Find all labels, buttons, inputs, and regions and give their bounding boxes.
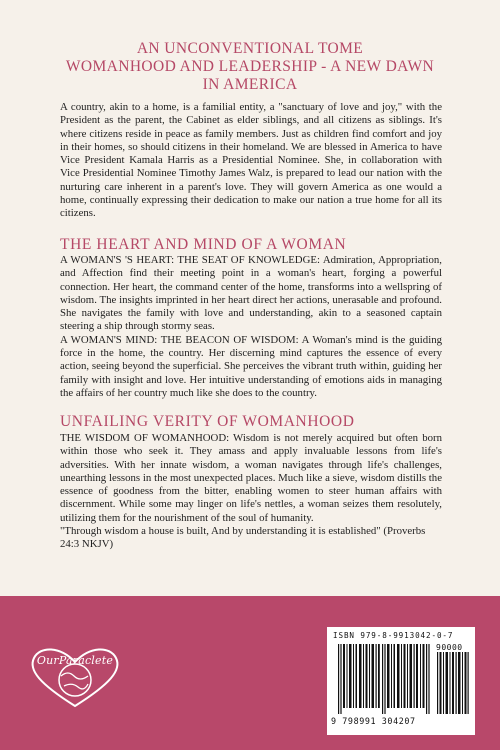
barcode-digits: 9 798991 304207 xyxy=(331,716,416,726)
title-line-3: IN AMERICA xyxy=(202,76,298,93)
section-heading-heart-mind: THE HEART AND MIND OF A WOMAN xyxy=(60,236,347,253)
title-line-1: AN UNCONVENTIONAL TOME xyxy=(136,40,364,57)
proverb-quote: "Through wisdom a house is built, And by understanding it is established" (Proverbs 24:3 NKJV) xyxy=(60,525,426,551)
addon-barcode-bars xyxy=(437,652,469,714)
book-title xyxy=(40,40,460,94)
wisdom-paragraph: THE WISDOM OF WOMANHOOD: Wisdom is not merely acquired but often born within those who seek it. They amass and apply invaluable lessons from life's adversities. With her innate wisdom, a woman navigates through life's challenges, unearthing lessons in the most unexpected places. Much like a sieve, wisdom distills the essence of goodness from the bitter, enabling women to steer human affairs with discernment. While some may linger on life's nettles, a woman seizes them resolutely, utilizing them for the nourishment of the soul of humanity. xyxy=(60,432,442,524)
section-heading-verity: UNFAILING VERITY OF WOMANHOOD xyxy=(60,413,355,430)
intro-paragraph: A country, akin to a home, is a familial entity, a "sanctuary of love and joy," with the President as the parent, the Cabinet as elder siblings, and all citizens as siblings. It's where citizens reside in peace as family members. Just as children find comfort and joy in their homes, so should citizens in their homeland. We are blessed in America to have Vice President Kamala Harris as a Presidential Nominee. She, in collaboration with Vice Presidential Nominee Timothy James Walz, is prepared to lead our nation with the nurturing care inherent in a parent's love. They will govern America as one would a home, continually expressing their dedication to make our nation a true home for all its citizens. xyxy=(60,101,442,220)
price-code: 90000 xyxy=(436,643,463,652)
isbn-label: ISBN 979-8-9913042-0-7 xyxy=(333,631,454,640)
barcode-bars xyxy=(338,644,430,714)
section-verity xyxy=(60,432,442,552)
title-line-2: WOMANHOOD AND LEADERSHIP - A NEW DAWN xyxy=(65,58,435,75)
heart-globe-icon xyxy=(20,640,130,710)
publisher-logo-text: OurParaclete xyxy=(36,654,114,667)
heart-paragraph: A WOMAN'S 'S HEART: THE SEAT OF KNOWLEDGE: Admiration, Appropriation, and Affection find their meeting point in a woman's heart, forging a powerful connection. Her heart, the command center of the home, transforms into a wellspring of wisdom. The insights imprinted in her heart direct her actions, unerasable and profound. She navigates the family with love and understanding, akin to a seasoned captain steering a ship through stormy seas. xyxy=(60,254,442,333)
mind-paragraph: A WOMAN'S MIND: THE BEACON OF WISDOM: A Woman's mind is the guiding force in the home, the country. Her discerning mind captures the essence of every action, seeing beyond the superficial. She perceives the vibrant truth within, guiding her family with insight and love. Her intuitive understanding of emotions aids in managing the affairs of her country much like she does to the country. xyxy=(60,333,442,399)
section-heart-mind xyxy=(60,254,442,400)
